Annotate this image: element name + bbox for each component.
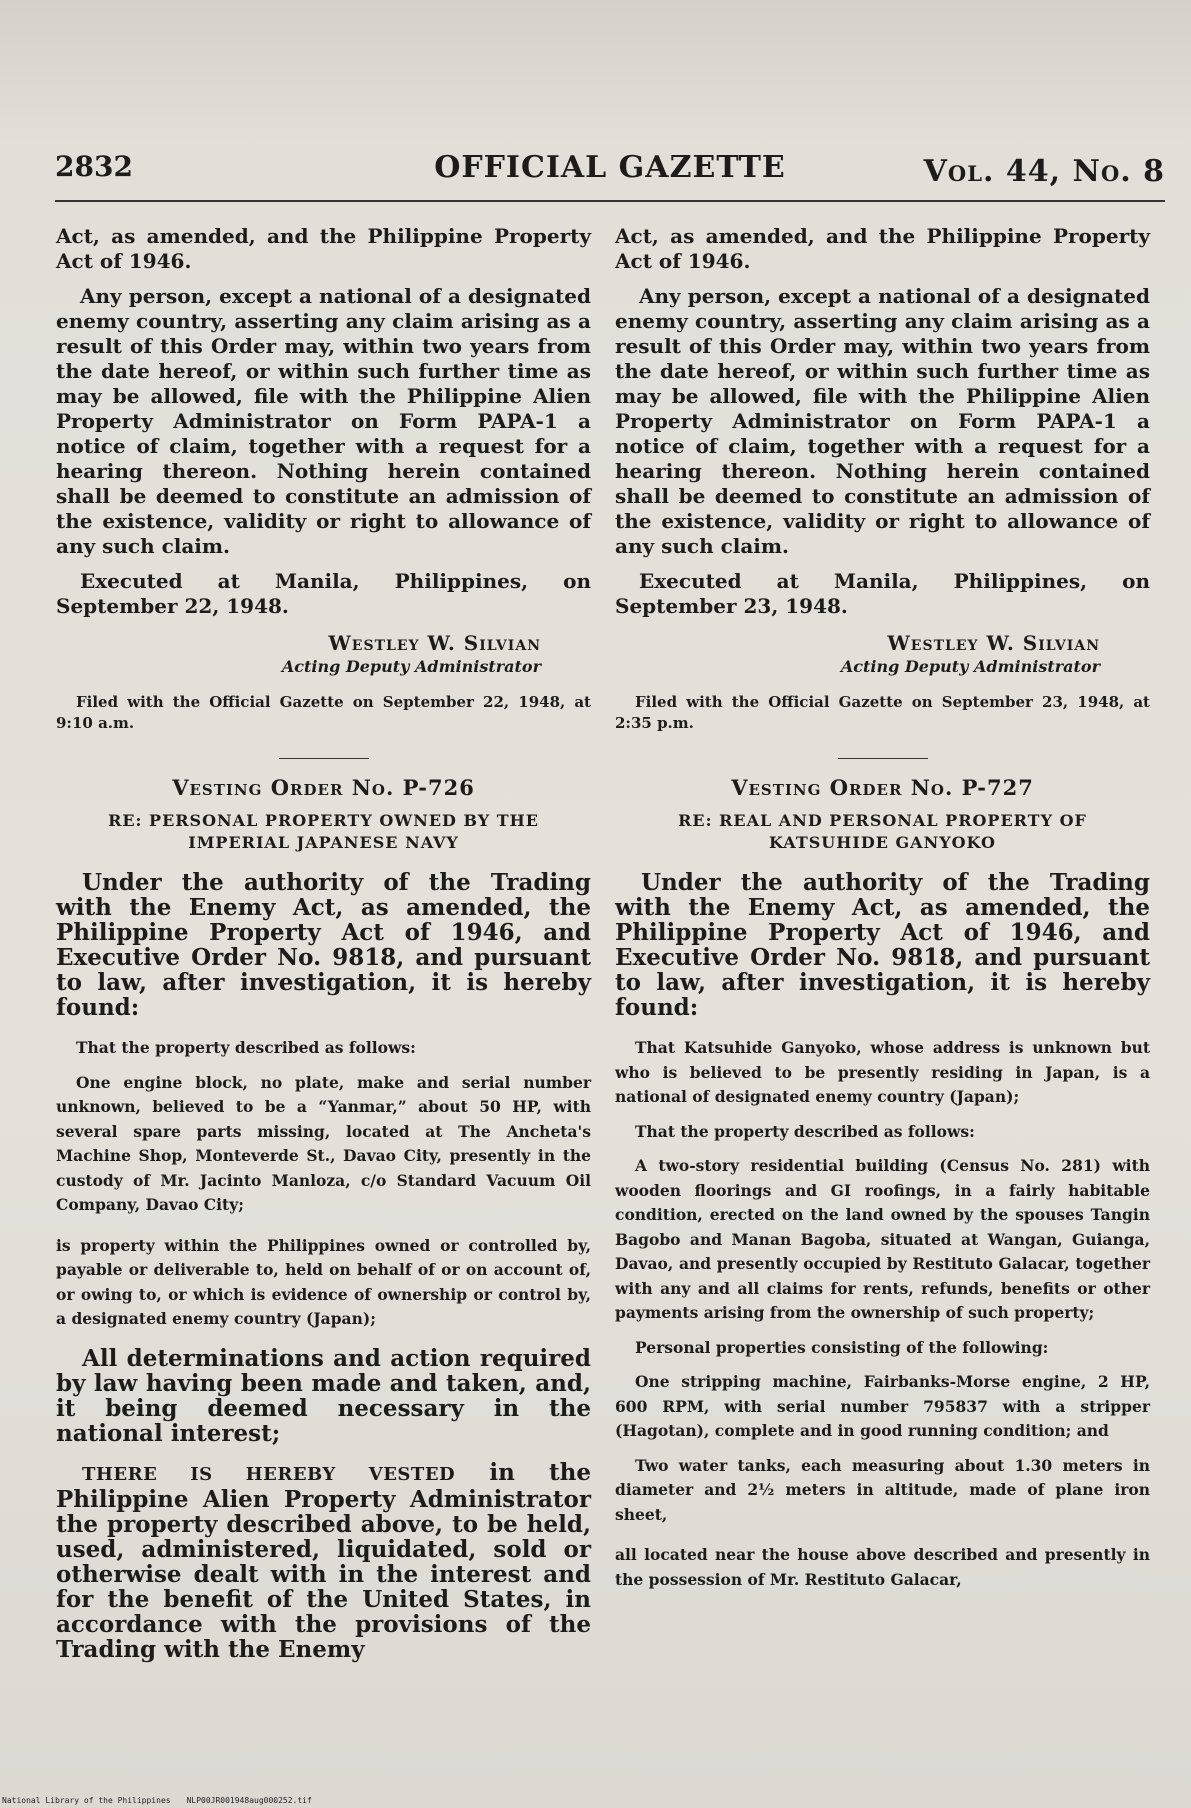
water-tanks-description: Two water tanks, each measuring about 1.30 meters in diameter and 2½ meters in altitude, made of plane iron sheet, (615, 1455, 1150, 1524)
library-credit: National Library of the Philippines (2, 1796, 171, 1805)
volume-number: Vol. 44, No. 8 (923, 154, 1165, 189)
stripping-machine-description: One stripping machine, Fairbanks-Morse engine, 2 HP, 600 RPM, with serial number 795837 with a stripper (Hagotan), complete and in good running condition; and (615, 1372, 1150, 1440)
section-divider (838, 758, 928, 759)
property-description: One engine block, no plate, make and serial number unknown, believed to be a “Yanmar,” about 50 HP, with several spare parts missing, located at The Ancheta's Machine Shop, Monteverde St., Davao City, presently in the custody of Mr. Jacinto Manloza, c/o Standard Vacuum Oil Company, Davao City; (56, 1072, 591, 1214)
location-statement: all located near the house above described and presently in the possession of Mr. Restituto Galacar, (615, 1545, 1150, 1589)
continuation-text: Act, as amended, and the Philippine Property Act of 1946. (56, 224, 591, 273)
authority-paragraph: Under the authority of the Trading with the Enemy Act, as amended, the Philippine Property Act of 1946, and Executive Order No. 9818, and pursuant to law, after investigation, it is hereby found: (615, 869, 1150, 1021)
claim-paragraph: Any person, except a national of a designated enemy country, asserting any claim arising as a result of this Order may, within two years from the date hereof, or within such further time as may be allowed, file with the Philippine Alien Property Administrator on Form PAPA-1 a notice of claim, together with a request for a hearing thereon. Nothing herein contained shall be deemed to constitute an admission of the existence, validity or right to allowance of any such claim. (56, 284, 591, 558)
determinations-paragraph: All determinations and action required by law having been made and taken, and, it being deemed necessary in the national interest; (56, 1344, 591, 1447)
right-column (615, 224, 1150, 1592)
scan-footer (2, 1796, 328, 1805)
executed-line: Executed at Manila, Philippines, on September 22, 1948. (56, 569, 591, 618)
section-divider (279, 758, 369, 759)
filed-note: Filed with the Official Gazette on September 22, 1948, at 9:10 a.m. (56, 693, 591, 732)
national-finding: That Katsuhide Ganyoko, whose address is unknown but who is believed to be presently residing in Japan, is a national of designated enemy country (Japan); (615, 1038, 1150, 1106)
signer-name: Westley W. Silvian (328, 631, 541, 655)
executed-line: Executed at Manila, Philippines, on September 23, 1948. (615, 569, 1150, 618)
signer-name: Westley W. Silvian (887, 631, 1100, 655)
vesting-lead: THERE IS HEREBY VESTED (82, 1463, 456, 1485)
vesting-order-subject: RE: PERSONAL PROPERTY OWNED BY THE IMPERIAL JAPANESE NAVY (108, 811, 539, 852)
building-description: A two-story residential building (Census No. 281) with wooden floorings and GI roofings, in a fairly habitable condition, erected on the land owned by the spouses Tangin Bagobo and Manan Bagoba, situated at Wangan, Guianga, Davao, and presently occupied by Restituto Galacar, together with any and all claims for rents, refunds, benefits or other payments arising from the ownership of such property; (615, 1156, 1150, 1322)
page-number: 2832 (55, 150, 133, 183)
personal-properties-intro: Personal properties consisting of the following: (635, 1337, 1049, 1357)
signature-block (615, 631, 1150, 676)
header-rule (55, 200, 1165, 202)
claim-paragraph: Any person, except a national of a designated enemy country, asserting any claim arising as a result of this Order may, within two years from the date hereof, or within such further time as may be allowed, file with the Philippine Alien Property Administrator on Form PAPA-1 a notice of claim, together with a request for a hearing thereon. Nothing herein contained shall be deemed to constitute an admission of the existence, validity or right to allowance of any such claim. (615, 284, 1150, 558)
vesting-paragraph (56, 1460, 591, 1662)
vesting-order-title: Vesting Order No. P-726 (172, 775, 475, 800)
filed-note: Filed with the Official Gazette on September 23, 1948, at 2:35 p.m. (615, 693, 1150, 732)
signer-title: Acting Deputy Administrator (281, 657, 541, 676)
signature-block (56, 631, 591, 676)
authority-paragraph: Under the authority of the Trading with the Enemy Act, as amended, the Philippine Property Act of 1946, and Executive Order No. 9818, and pursuant to law, after investigation, it is hereby found: (56, 869, 591, 1021)
left-column (56, 224, 591, 1662)
property-intro: That the property described as follows: (76, 1038, 416, 1057)
property-intro: That the property described as follows: (635, 1121, 975, 1141)
scan-filename: NLP00JR001948aug000252.tif (186, 1796, 312, 1805)
page-header (55, 150, 1165, 194)
vesting-order-title: Vesting Order No. P-727 (731, 775, 1034, 800)
vesting-rest: in the Philippine Alien Property Administrator the property described above, to be held, used, administered, liquidated, sold or otherwise dealt with in the interest and for the benefit of the United States, in accordance with the provisions of the Trading with the Enemy (56, 1458, 591, 1663)
publication-title: OFFICIAL GAZETTE (434, 150, 786, 185)
signer-title: Acting Deputy Administrator (840, 657, 1100, 676)
continuation-text: Act, as amended, and the Philippine Property Act of 1946. (615, 224, 1150, 273)
property-status: is property within the Philippines owned or controlled by, payable or deliverable to, held on behalf of or on account of, or owing to, or which is evidence of ownership or control by, a designated enemy country (Japan); (56, 1235, 591, 1328)
vesting-order-subject: RE: REAL AND PERSONAL PROPERTY OF KATSUHIDE GANYOKO (678, 811, 1087, 852)
